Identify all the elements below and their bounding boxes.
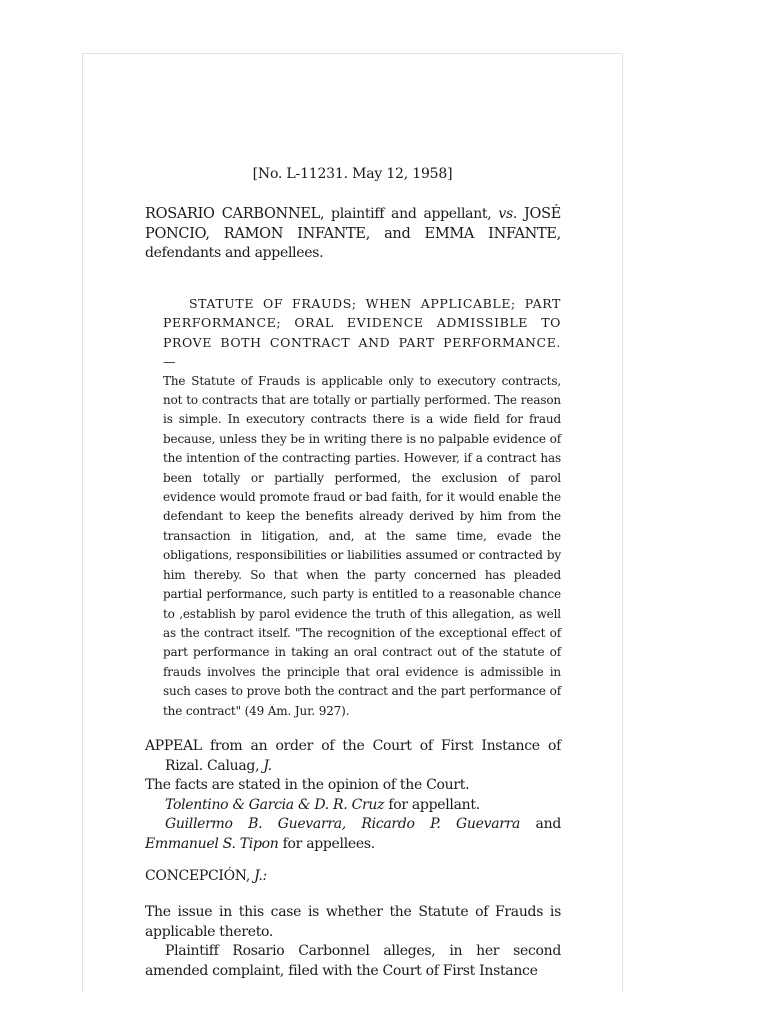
facts-line: The facts are stated in the opinion of the Court. (145, 777, 470, 793)
plaintiff-role: , plaintiff and appellant, (319, 206, 499, 222)
defendant-role: defendants and appellees. (145, 245, 324, 261)
ponente-line (145, 868, 561, 884)
syllabus (163, 294, 561, 721)
document-page (82, 53, 623, 993)
appellant-counsel-line (145, 796, 561, 816)
plaintiff-name: ROSARIO CARBONNEL (145, 206, 320, 222)
case-citation: [No. L-11231. May 12, 1958] (252, 166, 453, 182)
defendant-names: JOSÉ PONCIO, RAMON INFANTE, and EMMA INFANTE, (145, 206, 562, 242)
appellee-counsel-line (145, 815, 561, 854)
opinion-paragraph-2: Plaintiff Rosario Carbonnel alleges, in her second amended complaint, filed with the Court of First Instance (145, 943, 561, 979)
ponente-name: CONCEPCIÓN, (145, 868, 255, 884)
appellee-suffix: for appellees. (278, 835, 375, 852)
appellant-suffix: for appellant. (384, 796, 480, 813)
appellee-counsel-2: Emmanuel S. Tipon (145, 835, 279, 852)
appellant-counsel: Tolentino & Garcia & D. R. Cruz (165, 796, 385, 813)
case-parties (145, 205, 561, 264)
appeal-text: from an order of the Court of First Instance of Rizal. Caluag, (165, 738, 561, 774)
opinion-paragraph-1: The issue in this case is whether the Statute of Frauds is applicable thereto. (145, 904, 561, 940)
versus-label: vs. (498, 206, 518, 222)
opinion-body (145, 903, 561, 981)
appellee-and: and (520, 816, 561, 832)
syllabus-body: The Statute of Frauds is applicable only to executory contracts, not to contracts that are totally or partially performed. The reason is simple. In executory contracts there is a wide field for fraud because, unless they be in writing there is no palpable evidence of the intention of the contracting parties. However, if a contract has been totally or partially performed, the exclusion of parol evidence would promote fraud or bad faith, for it would enable the defendant to keep the benefits already derived by him from the transaction in litigation, and, at the same time, evade the obligations, responsibilities or liabilities assumed or contracted by him thereby. So that when the party concerned has pleaded partial performance, such party is entitled to a reasonable chance to ,establish by parol evidence the truth of this allegation, as well as the contract itself. "The recognition of the exceptional effect of part performance in taking an oral contract out of the statute of frauds involves the principle that oral evidence is admissible in such cases to prove both the contract and the part performance of the contract" (49 Am. Jur. 927). (163, 373, 561, 718)
appeal-label: APPEAL (145, 738, 202, 754)
appeal-judge: J. (263, 757, 272, 774)
appellee-counsel-1: Guillermo B. Guevarra, Ricardo P. Guevarra (165, 816, 521, 832)
appeal-section (145, 737, 561, 854)
ponente-title: J.: (254, 868, 267, 884)
appeal-line (145, 737, 561, 776)
syllabus-heading: STATUTE OF FRAUDS; WHEN APPLICABLE; PART PERFORMANCE; ORAL EVIDENCE ADMISSIBLE TO PROVE BOTH CONTRACT AND PART PERFORMANCE.— (163, 296, 561, 370)
